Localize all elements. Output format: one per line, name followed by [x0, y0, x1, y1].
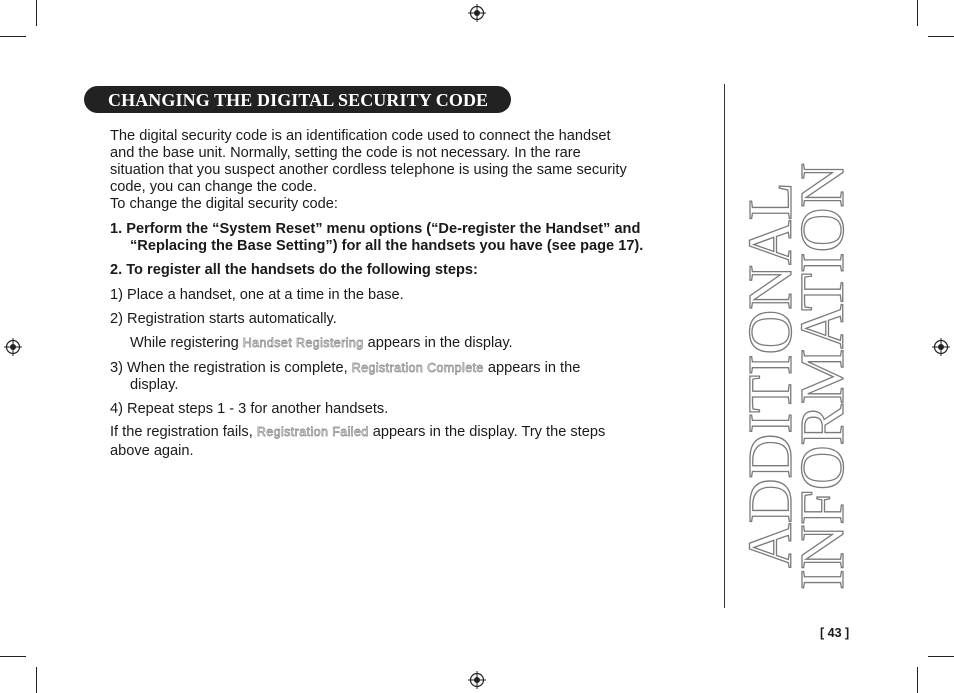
registration-mark-icon	[4, 338, 22, 356]
substep-2: 2) Registration starts automatically.	[110, 311, 337, 327]
substep-4: 4) Repeat steps 1 - 3 for another handsets.	[110, 401, 389, 417]
side-divider	[724, 84, 725, 608]
crop-mark-bl-v	[36, 667, 37, 693]
failure-pre: If the registration fails,	[110, 424, 257, 440]
failure-post: appears in the display. Try the steps	[368, 424, 606, 440]
substep-3	[110, 360, 700, 394]
registration-mark-icon	[468, 4, 486, 22]
substep-3-post: appears in the	[483, 360, 581, 376]
crop-mark-bl-h	[0, 656, 26, 657]
lcd-text-registration-complete: Registration Complete	[351, 361, 484, 375]
registration-mark-icon	[932, 338, 950, 356]
lcd-text-handset-registering: Handset Registering	[242, 336, 364, 350]
step-1-line: 1. Perform the “System Reset” menu options (“De-register the Handset” and	[110, 221, 641, 237]
crop-mark-br-h	[928, 656, 954, 657]
crop-mark-br-v	[917, 667, 918, 693]
substep-2-detail-pre: While registering	[130, 335, 243, 351]
crop-mark-tr-h	[928, 36, 954, 37]
section-title: CHANGING THE DIGITAL SECURITY CODE	[108, 90, 489, 110]
intro-line: situation that you suspect another cordless telephone is using the same security	[110, 162, 627, 178]
step-1-line: “Replacing the Base Setting”) for all the handsets you have (see page 17).	[130, 238, 644, 254]
registration-mark-icon	[468, 671, 486, 689]
substep-1: 1) Place a handset, one at a time in the base.	[110, 287, 404, 303]
side-tab-line-1: ADDITIONAL	[737, 182, 805, 568]
crop-mark-tl-h	[0, 36, 26, 37]
intro-line: code, you can change the code.	[110, 179, 317, 195]
intro-paragraph	[110, 128, 700, 213]
side-tab-label	[737, 162, 857, 590]
failure-note	[110, 423, 700, 461]
substep-3-line-2: display.	[130, 377, 179, 393]
step-1	[110, 221, 700, 255]
substep-2-detail	[110, 335, 720, 352]
lcd-text-registration-failed: Registration Failed	[256, 425, 369, 439]
crop-mark-tr-v	[917, 0, 918, 26]
page-number: [ 43 ]	[820, 626, 850, 640]
failure-line-2: above again.	[110, 443, 194, 459]
intro-line: The digital security code is an identification code used to connect the handset	[110, 128, 611, 144]
intro-line: and the base unit. Normally, setting the code is not necessary. In the rare	[110, 145, 581, 161]
substep-2-detail-post: appears in the display.	[363, 335, 513, 351]
side-tab-line-2: INFORMATION	[789, 162, 857, 590]
step-2-heading: 2. To register all the handsets do the following steps:	[110, 262, 478, 278]
substep-3-pre: 3) When the registration is complete,	[110, 360, 352, 376]
crop-mark-tl-v	[36, 0, 37, 26]
section-header-pill	[84, 86, 511, 113]
intro-line: To change the digital security code:	[110, 196, 338, 212]
